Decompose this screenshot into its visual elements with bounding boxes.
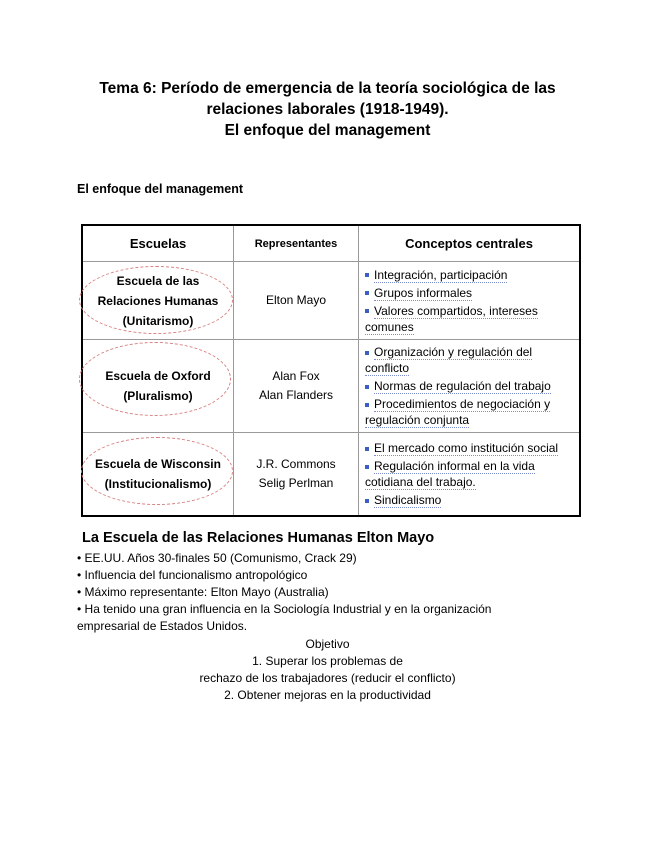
square-bullet-icon [365, 447, 369, 451]
square-bullet-icon [365, 351, 369, 355]
school-line: Escuela de las [116, 273, 200, 288]
school-line: Escuela de Wisconsin [95, 457, 221, 471]
title-line-2: relaciones laborales (1918-1949). [206, 101, 449, 118]
square-bullet-icon [365, 385, 369, 389]
square-bullet-icon [365, 273, 369, 277]
concept-item: Grupos informales [365, 285, 575, 301]
concept-item: Procedimientos de negociación y regulación conjunta [365, 397, 551, 427]
representative: Alan Flanders [258, 388, 334, 402]
subheading: La Escuela de las Relaciones Humanas Elton Mayo [82, 530, 435, 546]
table-row [82, 262, 580, 340]
school-cell [82, 340, 234, 433]
representatives-cell [234, 340, 359, 433]
school-line: Relaciones Humanas [97, 293, 219, 308]
list-item: • Influencia del funcionalismo antropológico [77, 568, 308, 582]
school-line: (Pluralismo) [123, 389, 193, 403]
concept-item: El mercado como institución social [365, 440, 575, 456]
concept-item: Valores compartidos, intereses comunes [365, 303, 538, 334]
representatives-cell [234, 262, 359, 340]
concept-item: Regulación informal en la vida cotidiana del trabajo. [365, 459, 535, 489]
school-cell [82, 262, 234, 340]
objective-line: 1. Superar los problemas de [252, 654, 403, 668]
concepts-cell [359, 433, 581, 517]
representative: Selig Perlman [258, 476, 334, 490]
school-line: Escuela de Oxford [105, 369, 211, 383]
list-item: • Ha tenido una gran influencia en la Sociología Industrial y en la organización [77, 602, 492, 616]
table-header-row [82, 225, 580, 262]
list-item: empresarial de Estados Unidos. [77, 619, 248, 633]
header-conceptos: Conceptos centrales [359, 225, 581, 262]
schools-table [81, 224, 581, 517]
representative: Alan Fox [272, 369, 320, 383]
concept-item: Normas de regulación del trabajo [365, 378, 575, 394]
title-line-1: Tema 6: Período de emergencia de la teoría sociológica de las [99, 80, 556, 97]
square-bullet-icon [365, 403, 369, 407]
list-item: • Máximo representante: Elton Mayo (Australia) [77, 585, 329, 599]
representative: Elton Mayo [265, 293, 327, 307]
objective-line: rechazo de los trabajadores (reducir el conflicto) [199, 671, 456, 685]
square-bullet-icon [365, 465, 369, 469]
section-heading: El enfoque del management [77, 182, 244, 196]
concepts-cell [359, 340, 581, 433]
school-line: (Unitarismo) [122, 313, 194, 328]
concept-item: Organización y regulación del conflicto [365, 345, 533, 375]
table-row [82, 433, 580, 517]
square-bullet-icon [365, 291, 369, 295]
objective-heading: Objetivo [305, 637, 350, 651]
bullet-list [77, 550, 557, 635]
objective-block [140, 636, 515, 704]
square-bullet-icon [365, 499, 369, 503]
objective-line: 2. Obtener mejoras en la productividad [224, 688, 431, 702]
list-item: • EE.UU. Años 30-finales 50 (Comunismo, Crack 29) [77, 551, 357, 565]
square-bullet-icon [365, 309, 369, 313]
concept-item: Integración, participación [365, 267, 575, 283]
representatives-cell [234, 433, 359, 517]
table-row [82, 340, 580, 433]
school-line: (Institucionalismo) [104, 477, 212, 491]
document-title [40, 78, 615, 141]
title-line-3: El enfoque del management [224, 122, 431, 139]
concepts-cell [359, 262, 581, 340]
representative: J.R. Commons [256, 457, 336, 471]
header-escuelas: Escuelas [82, 225, 234, 262]
school-cell [82, 433, 234, 517]
header-representantes: Representantes [234, 225, 359, 262]
concept-item: Sindicalismo [365, 492, 575, 508]
